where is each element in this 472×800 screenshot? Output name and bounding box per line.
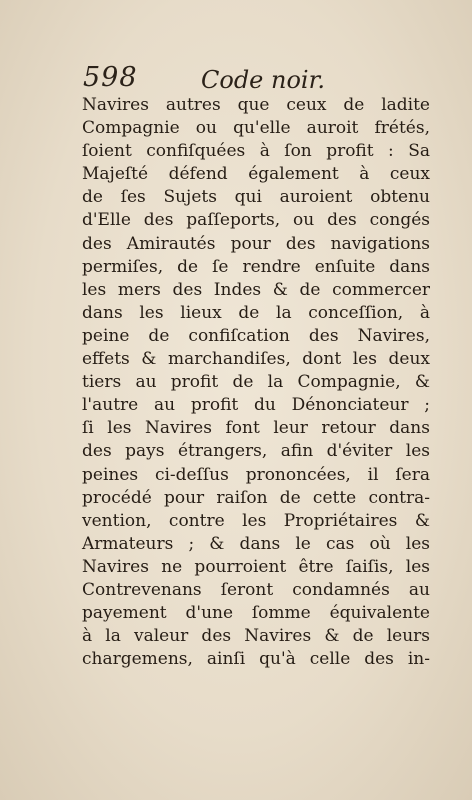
page-number: 598 (83, 62, 138, 93)
text-line: tiers au profit de la Compagnie, & (82, 372, 430, 393)
text-line: les mers des Indes & de commercer (82, 279, 430, 300)
text-line: dans les lieux de la conceſſion, à (82, 302, 430, 323)
text-line: Armateurs ; & dans le cas où les (82, 533, 430, 554)
text-line: à la valeur des Navires & de leurs (82, 626, 430, 647)
text-line: procédé pour raiſon de cette contra- (82, 487, 430, 508)
text-line: peines ci-deſſus prononcées, il ſera (82, 464, 430, 485)
text-line: Navires autres que ceux de ladite (82, 95, 430, 115)
text-line: Majeſté défend également à ceux (82, 164, 430, 185)
text-line: Navires ne pourroient être ſaiſis, les (82, 556, 430, 577)
text-line: d'Elle des paſſeports, ou des congés (82, 210, 430, 231)
text-line: Contrevenans ſeront condamnés au (82, 579, 430, 600)
text-line: peine de confiſcation des Navires, (82, 325, 430, 346)
text-line: de ſes Sujets qui auroient obtenu (82, 187, 430, 208)
page-header (83, 62, 423, 98)
text-line: des pays étrangers, afin d'éviter les (82, 441, 430, 462)
text-line: payement d'une ſomme équivalente (82, 603, 430, 624)
text-line: permiſes, de ſe rendre enſuite dans (82, 256, 430, 277)
text-line: des Amirautés pour des navigations (82, 233, 430, 254)
text-line: vention, contre les Propriétaires & (82, 510, 430, 531)
running-title: Code noir. (201, 66, 326, 94)
text-line: l'autre au profit du Dénonciateur ; (82, 395, 430, 416)
text-line: effets & marchandiſes, dont les deux (82, 349, 430, 370)
text-line: ſoient confiſquées à ſon profit : Sa (82, 141, 430, 162)
body-text (82, 94, 430, 671)
text-line: chargemens, ainſi qu'à celle des in- (82, 649, 430, 670)
text-line: ſi les Navires font leur retour dans (82, 418, 430, 439)
text-line: Compagnie ou qu'elle auroit frétés, (82, 118, 430, 139)
